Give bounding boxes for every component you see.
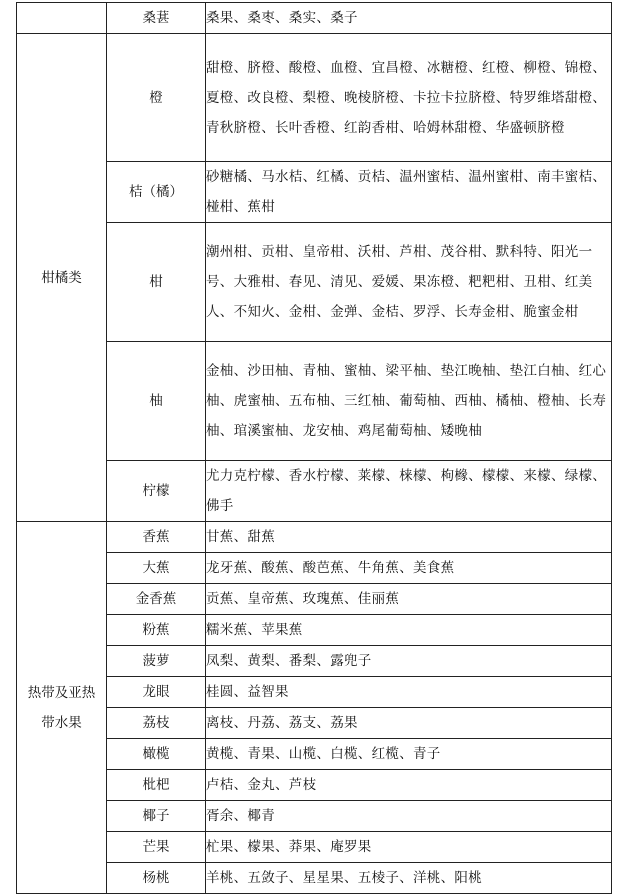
table-row — [17, 708, 612, 739]
category-label: 柑橘类 — [41, 269, 82, 286]
subcategory-cell: 杨桃 — [107, 863, 206, 894]
varieties-cell: 金柚、沙田柚、青柚、蜜柚、梁平柚、垫江晚柚、垫江白柚、红心柚、虎蜜柚、五布柚、三红柚、葡萄柚、西柚、橘柚、橙柚、长寿柚、琯溪蜜柚、龙安柚、鸡尾葡萄柚、矮晚柚 — [206, 342, 612, 461]
table-row — [17, 522, 612, 553]
table-row — [17, 3, 612, 34]
category-label: 热带及亚热带水果 — [27, 684, 96, 731]
table-row — [17, 863, 612, 894]
subcategory-cell: 桑葚 — [107, 3, 206, 34]
table-row — [17, 162, 612, 223]
subcategory-cell: 粉蕉 — [107, 615, 206, 646]
varieties-cell: 龙牙蕉、酸蕉、酸芭蕉、牛角蕉、美食蕉 — [206, 553, 612, 584]
subcategory-cell: 橄榄 — [107, 739, 206, 770]
subcategory-cell: 大蕉 — [107, 553, 206, 584]
varieties-cell: 桂圆、益智果 — [206, 677, 612, 708]
varieties-cell: 糯米蕉、苹果蕉 — [206, 615, 612, 646]
subcategory-cell: 椰子 — [107, 801, 206, 832]
category-cell-tropical — [17, 522, 107, 894]
subcategory-cell: 柑 — [107, 223, 206, 342]
table-row — [17, 739, 612, 770]
subcategory-cell: 柚 — [107, 342, 206, 461]
varieties-cell: 凤梨、黄梨、番梨、露兜子 — [206, 646, 612, 677]
subcategory-cell: 柠檬 — [107, 461, 206, 522]
table-row — [17, 832, 612, 863]
category-cell-citrus — [17, 34, 107, 522]
subcategory-cell: 菠萝 — [107, 646, 206, 677]
category-cell-continued — [17, 3, 107, 34]
subcategory-cell: 荔枝 — [107, 708, 206, 739]
varieties-cell: 羊桃、五敛子、星星果、五棱子、洋桃、阳桃 — [206, 863, 612, 894]
subcategory-cell: 芒果 — [107, 832, 206, 863]
varieties-cell: 贡蕉、皇帝蕉、玫瑰蕉、佳丽蕉 — [206, 584, 612, 615]
table-row — [17, 342, 612, 461]
subcategory-cell: 香蕉 — [107, 522, 206, 553]
varieties-cell: 黄榄、青果、山榄、白榄、红榄、青子 — [206, 739, 612, 770]
varieties-cell: 砂糖橘、马水桔、红橘、贡桔、温州蜜桔、温州蜜柑、南丰蜜桔、椪柑、蕉柑 — [206, 162, 612, 223]
table-row — [17, 801, 612, 832]
subcategory-cell: 金香蕉 — [107, 584, 206, 615]
subcategory-cell: 桔（橘） — [107, 162, 206, 223]
table-row — [17, 553, 612, 584]
table-row — [17, 770, 612, 801]
varieties-cell: 卢桔、金丸、芦枝 — [206, 770, 612, 801]
subcategory-cell: 橙 — [107, 34, 206, 162]
table-row — [17, 461, 612, 522]
varieties-cell: 桑果、桑枣、桑实、桑子 — [206, 3, 612, 34]
table-row — [17, 646, 612, 677]
table-row — [17, 584, 612, 615]
varieties-cell: 胥余、椰青 — [206, 801, 612, 832]
table-row — [17, 615, 612, 646]
table-row — [17, 677, 612, 708]
varieties-cell: 离枝、丹荔、荔支、荔果 — [206, 708, 612, 739]
subcategory-cell: 龙眼 — [107, 677, 206, 708]
fruit-variety-table — [16, 2, 612, 894]
varieties-cell: 杧果、檬果、莽果、庵罗果 — [206, 832, 612, 863]
subcategory-cell: 枇杷 — [107, 770, 206, 801]
varieties-cell: 尤力克柠檬、香水柠檬、莱檬、梾檬、枸橼、檬檬、来檬、绿檬、佛手 — [206, 461, 612, 522]
table-row — [17, 223, 612, 342]
table-row — [17, 34, 612, 162]
varieties-cell: 潮州柑、贡柑、皇帝柑、沃柑、芦柑、茂谷柑、默科特、阳光一号、大雅柑、春见、清见、爱媛、果冻橙、粑粑柑、丑柑、红美人、不知火、金柑、金弹、金桔、罗浮、长寿金柑、脆蜜金柑 — [206, 223, 612, 342]
varieties-cell: 甘蕉、甜蕉 — [206, 522, 612, 553]
varieties-cell: 甜橙、脐橙、酸橙、血橙、宜昌橙、冰糖橙、红橙、柳橙、锦橙、夏橙、改良橙、梨橙、晚棱脐橙、卡拉卡拉脐橙、特罗维塔甜橙、青秋脐橙、长叶香橙、红韵香柑、哈姆林甜橙、华盛顿脐橙 — [206, 34, 612, 162]
